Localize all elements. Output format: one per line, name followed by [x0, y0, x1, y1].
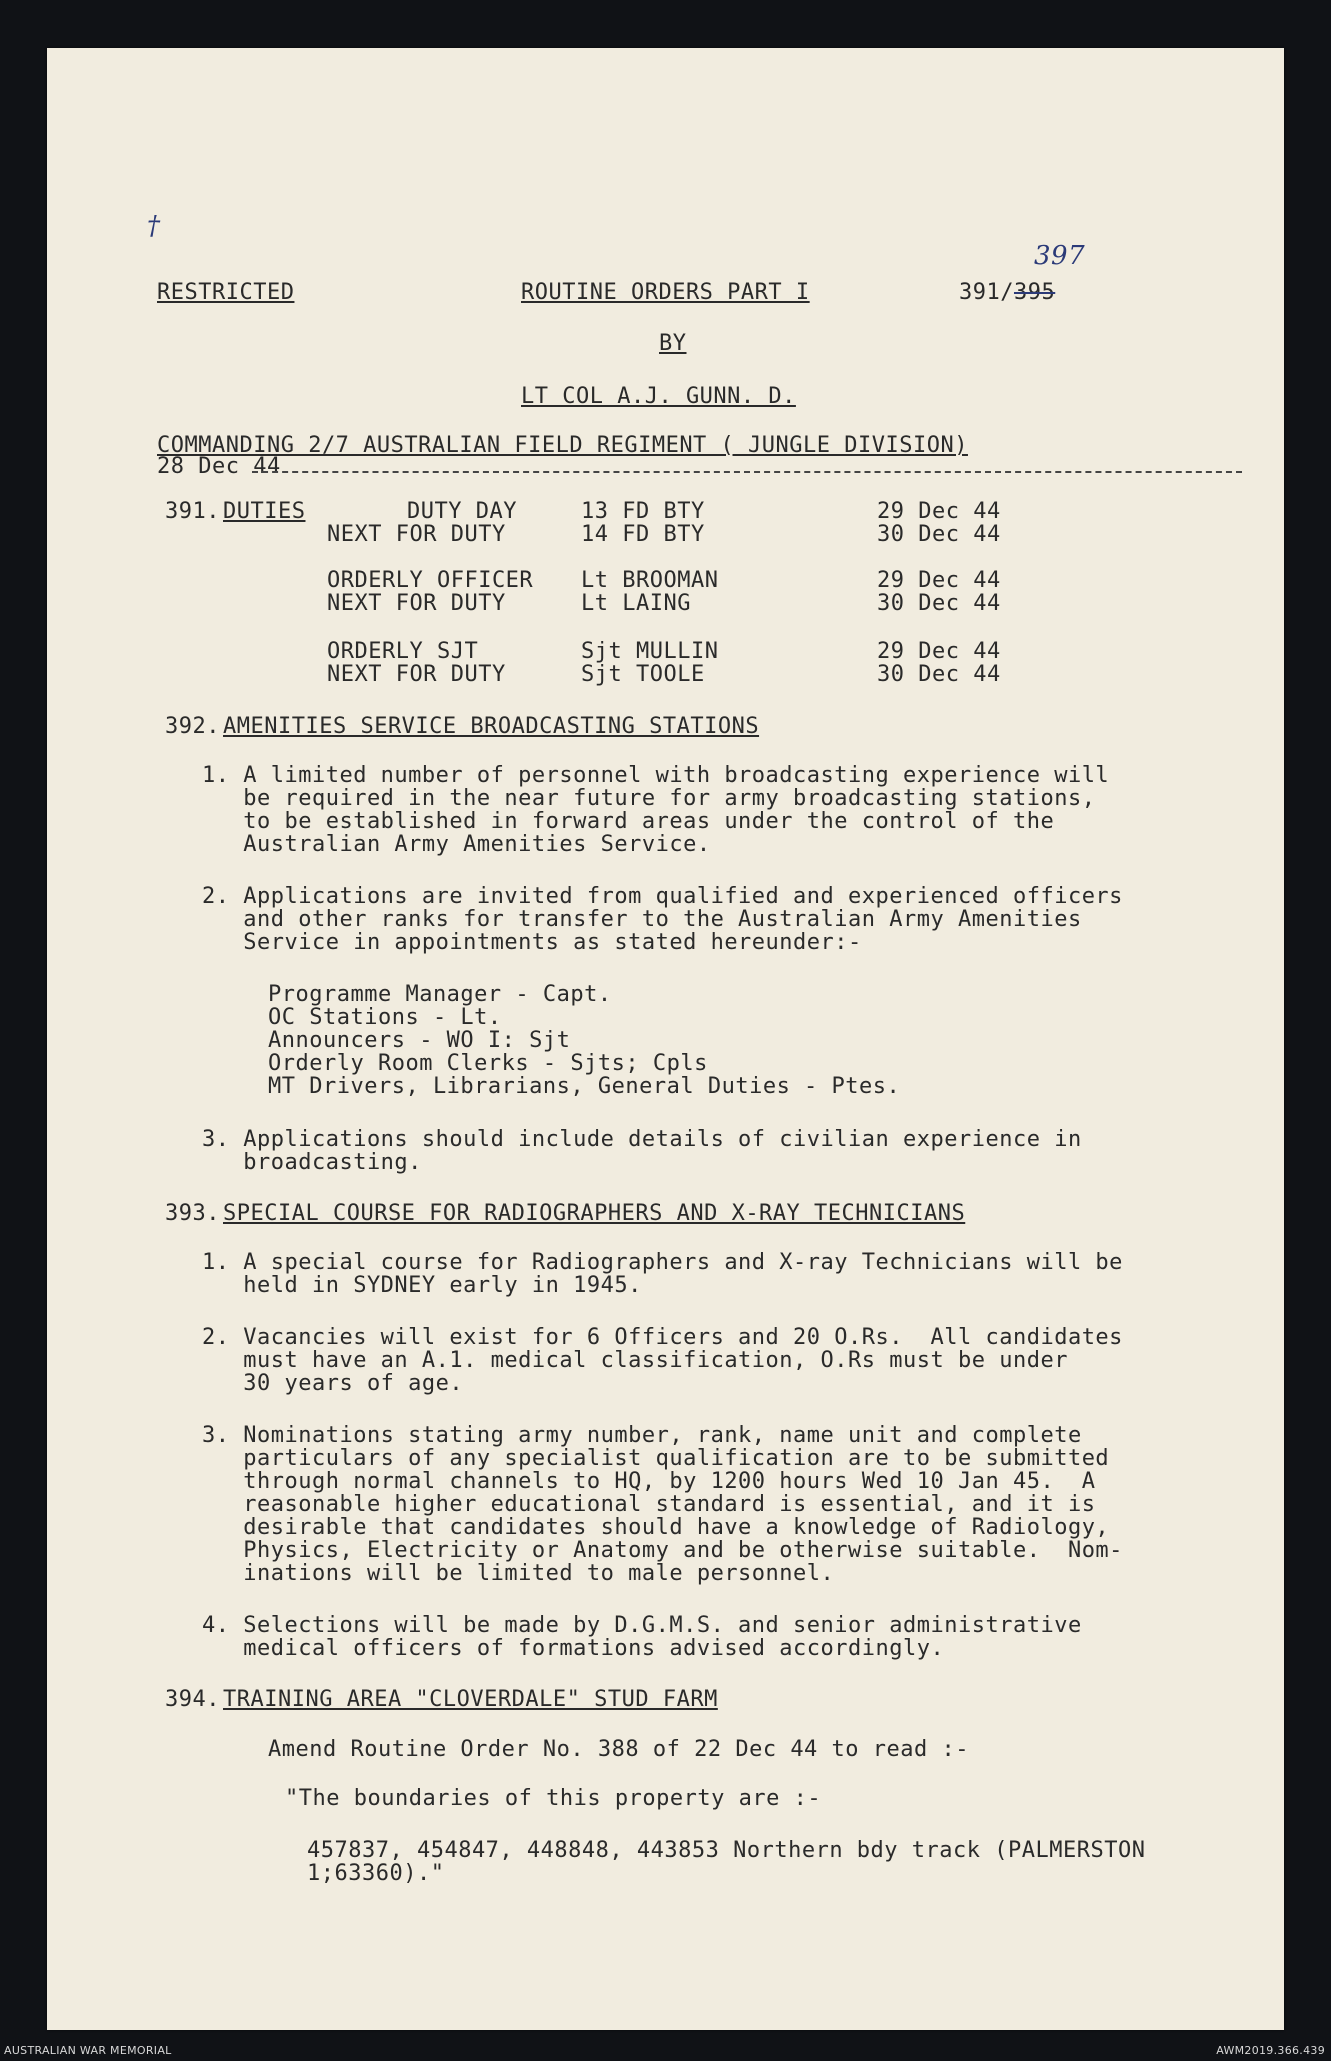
item-392-para1-line: be required in the near future for army broadcasting stations, — [202, 786, 1096, 811]
item-393-para3-line: particulars of any specialist qualification are to be submitted — [202, 1446, 1110, 1471]
appointment-item: MT Drivers, Librarians, General Duties - Ptes. — [268, 1074, 901, 1099]
duty-date: 29 Dec 44 — [877, 639, 1001, 664]
handwritten-number: 397 — [1034, 241, 1086, 271]
item-393-para1-line: held in SYDNEY early in 1945. — [202, 1273, 642, 1298]
document-page — [47, 48, 1284, 2030]
item-393-para3-line: 3. Nominations stating army number, rank, name unit and complete — [202, 1423, 1082, 1448]
item-394-line: 457837, 454847, 448848, 443853 Northern bdy track (PALMERSTON — [307, 1838, 1146, 1863]
item-394-number: 394. — [165, 1687, 220, 1712]
duty-date: 30 Dec 44 — [877, 591, 1001, 616]
appointment-item: OC Stations - Lt. — [268, 1005, 502, 1030]
footer-reference: AWM2019.366.439 — [1216, 2044, 1325, 2057]
duty-date: 30 Dec 44 — [877, 522, 1001, 547]
item-392-para2-line: Service in appointments as stated hereunder:- — [202, 930, 862, 955]
header-divider — [252, 471, 1242, 473]
footer-archive-label: AUSTRALIAN WAR MEMORIAL — [4, 2044, 172, 2057]
duty-date: 30 Dec 44 — [877, 662, 1001, 687]
item-394-line: "The boundaries of this property are :- — [285, 1786, 822, 1811]
duty-who: Lt BROOMAN — [581, 568, 719, 593]
duty-role: NEXT FOR DUTY — [327, 522, 506, 547]
classification-label: RESTRICTED — [157, 280, 295, 305]
duty-role: NEXT FOR DUTY — [327, 591, 506, 616]
order-number-struck: 395 — [1013, 280, 1056, 305]
item-392-heading: AMENITIES SERVICE BROADCASTING STATIONS — [223, 714, 760, 739]
item-394-heading: TRAINING AREA "CLOVERDALE" STUD FARM — [223, 1687, 718, 1712]
appointment-item: Orderly Room Clerks - Sjts; Cpls — [268, 1051, 708, 1076]
issue-date: 28 Dec 44 — [157, 454, 281, 479]
item-392-para1-line: to be established in forward areas under the control of the — [202, 809, 1055, 834]
item-393-para1-line: 1. A special course for Radiographers and X-ray Technicians will be — [202, 1250, 1123, 1275]
duty-role: ORDERLY SJT — [327, 639, 479, 664]
item-393-para3-line: desirable that candidates should have a knowledge of Radiology, — [202, 1515, 1110, 1540]
appointment-item: Announcers - WO I: Sjt — [268, 1028, 571, 1053]
item-394-line: Amend Routine Order No. 388 of 22 Dec 44 to read :- — [268, 1737, 970, 1762]
item-392-para3-line: broadcasting. — [202, 1150, 422, 1175]
issuer-line: LT COL A.J. GUNN. D. — [521, 384, 796, 409]
commanding-line: COMMANDING 2/7 AUSTRALIAN FIELD REGIMENT ( JUNGLE DIVISION) — [157, 433, 968, 458]
item-392-para2-line: 2. Applications are invited from qualified and experienced officers — [202, 884, 1123, 909]
item-393-para3-line: reasonable higher educational standard is essential, and it is — [202, 1492, 1096, 1517]
duty-who: Sjt TOOLE — [581, 662, 705, 687]
item-393-para2-line: 30 years of age. — [202, 1371, 464, 1396]
duty-date: 29 Dec 44 — [877, 568, 1001, 593]
duty-who: 13 FD BTY — [581, 499, 705, 524]
appointment-item: Programme Manager - Capt. — [268, 982, 612, 1007]
item-393-para2-line: must have an A.1. medical classification, O.Rs must be under — [202, 1348, 1068, 1373]
duty-role: ORDERLY OFFICER — [327, 568, 534, 593]
item-393-heading: SPECIAL COURSE FOR RADIOGRAPHERS AND X-RAY TECHNICIANS — [223, 1201, 966, 1226]
item-393-para3-line: through normal channels to HQ, by 1200 hours Wed 10 Jan 45. A — [202, 1469, 1096, 1494]
duty-role: NEXT FOR DUTY — [327, 662, 506, 687]
item-393-para3-line: Physics, Electricity or Anatomy and be otherwise suitable. Nom- — [202, 1538, 1123, 1563]
item-392-para1-line: Australian Army Amenities Service. — [202, 832, 711, 857]
by-label: BY — [659, 331, 687, 356]
item-391-number: 391. — [165, 499, 220, 524]
item-392-para3-line: 3. Applications should include details of civilian experience in — [202, 1127, 1082, 1152]
item-394-line: 1;63360)." — [307, 1861, 445, 1886]
duty-who: Lt LAING — [581, 591, 691, 616]
item-393-para2-line: 2. Vacancies will exist for 6 Officers and 20 O.Rs. All candidates — [202, 1325, 1123, 1350]
order-number — [959, 281, 1055, 305]
order-number-current: 391/ — [959, 280, 1014, 305]
item-392-para1-line: 1. A limited number of personnel with broadcasting experience will — [202, 763, 1110, 788]
handwritten-tick: † — [147, 211, 161, 241]
item-393-number: 393. — [165, 1201, 220, 1226]
duty-date: 29 Dec 44 — [877, 499, 1001, 524]
item-393-para4-line: 4. Selections will be made by D.G.M.S. and senior administrative — [202, 1613, 1082, 1638]
duty-role: DUTY DAY — [407, 499, 517, 524]
item-393-para4-line: medical officers of formations advised accordingly. — [202, 1636, 945, 1661]
duty-who: Sjt MULLIN — [581, 639, 719, 664]
item-391-heading: DUTIES — [223, 499, 306, 524]
duty-who: 14 FD BTY — [581, 522, 705, 547]
item-393-para3-line: inations will be limited to male personnel. — [202, 1561, 835, 1586]
document-title: ROUTINE ORDERS PART I — [521, 280, 810, 305]
item-392-para2-line: and other ranks for transfer to the Australian Army Amenities — [202, 907, 1082, 932]
item-392-number: 392. — [165, 714, 220, 739]
